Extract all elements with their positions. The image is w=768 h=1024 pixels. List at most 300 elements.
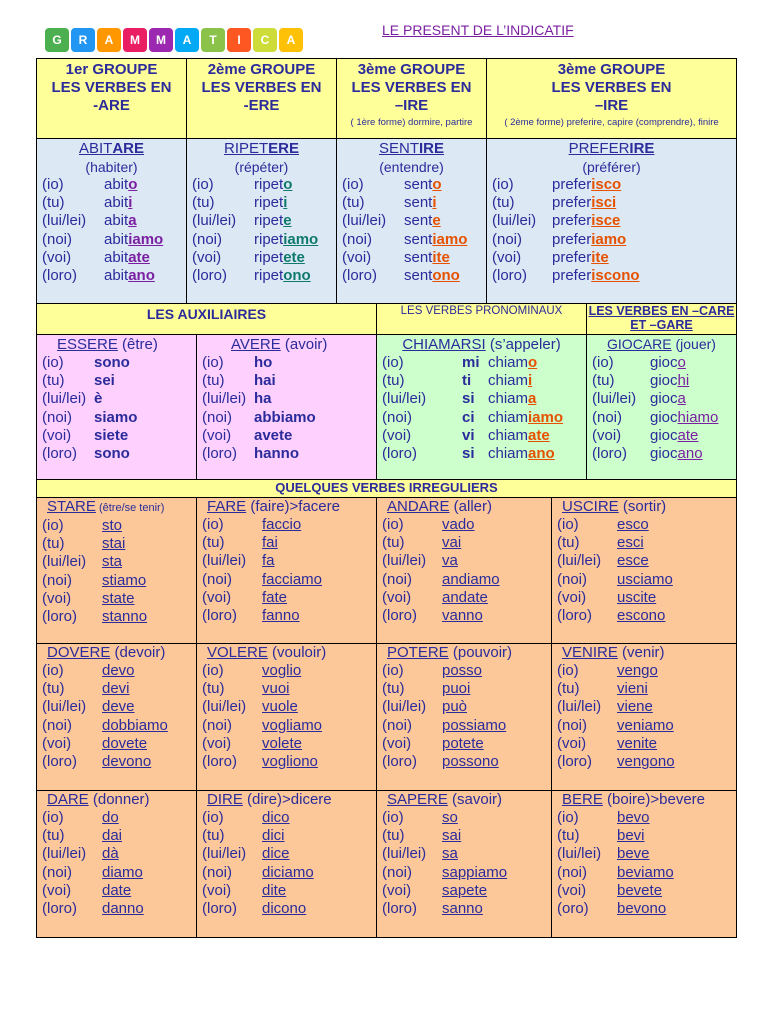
pronoun: (loro) bbox=[42, 267, 78, 285]
irregular-infinitive bbox=[552, 644, 736, 662]
translation: (savoir) bbox=[447, 791, 503, 808]
conjugation-row bbox=[202, 571, 376, 589]
infinitive-stem: SENT bbox=[378, 140, 419, 157]
conjugation-row bbox=[492, 194, 736, 212]
pronoun: (loro) bbox=[202, 753, 238, 771]
pronoun: (loro) bbox=[557, 607, 593, 625]
infinitive: CHIAMARSI bbox=[402, 336, 486, 353]
infinitive-ending: ERE bbox=[268, 140, 300, 157]
conjugation-rows bbox=[337, 176, 486, 285]
infinitive: VENIRE bbox=[562, 644, 618, 661]
pronoun: (voi) bbox=[192, 248, 222, 266]
conjugation-row bbox=[192, 194, 336, 212]
conjugation-row bbox=[202, 534, 376, 552]
pronoun: (noi) bbox=[557, 716, 588, 734]
pronoun: (lui/lei) bbox=[557, 845, 602, 863]
translation: (donner) bbox=[88, 791, 150, 808]
verb-form: fai bbox=[262, 534, 278, 552]
pronoun: (voi) bbox=[202, 588, 232, 606]
form-ending: isci bbox=[591, 194, 617, 212]
conjugation-row bbox=[192, 231, 336, 249]
conjugation-row bbox=[557, 589, 736, 607]
form-ending: i bbox=[283, 194, 288, 212]
infinitive: GIOCARE bbox=[607, 336, 672, 352]
care-infinitive bbox=[587, 335, 736, 354]
pronoun: (voi) bbox=[382, 881, 412, 899]
conjugation-row bbox=[382, 390, 586, 408]
conjugation-row bbox=[192, 267, 336, 285]
conjugation-row bbox=[42, 390, 196, 408]
conjugation-row bbox=[382, 589, 551, 607]
pronoun: (loro) bbox=[592, 445, 628, 463]
group-2-title: 2ème GROUPE bbox=[207, 61, 316, 78]
verb-form: do bbox=[102, 809, 119, 826]
verb-form: bevo bbox=[617, 809, 650, 826]
verb-form: date bbox=[102, 881, 132, 899]
pronoun: (tu) bbox=[557, 827, 580, 845]
care-giocare bbox=[586, 334, 737, 480]
verb-form: devi bbox=[102, 680, 130, 698]
verb-form bbox=[254, 231, 318, 249]
verb-form: vanno bbox=[442, 607, 483, 625]
verb-form bbox=[104, 176, 137, 194]
form-ending: hi bbox=[677, 372, 690, 390]
conjugation-row bbox=[382, 372, 586, 390]
pronoun: (lui/lei) bbox=[202, 390, 247, 408]
form-stem: sent bbox=[404, 212, 433, 230]
verb-form: uscite bbox=[617, 588, 657, 606]
conjugation-row bbox=[342, 176, 486, 194]
pronoun: (loro) bbox=[382, 900, 418, 918]
translation: (sortir) bbox=[618, 498, 667, 515]
form-stem: abit bbox=[104, 267, 129, 285]
regular-verb-abitare bbox=[36, 138, 187, 304]
form-ending: hiamo bbox=[677, 408, 719, 426]
verb-form: andate bbox=[442, 588, 488, 606]
conjugation-row bbox=[492, 212, 736, 230]
verb-form: hanno bbox=[254, 445, 299, 463]
pronoun: (voi) bbox=[202, 734, 232, 752]
verb-form: ha bbox=[254, 390, 272, 408]
infinitive-stem: RIPET bbox=[223, 140, 269, 157]
conjugation-row bbox=[382, 900, 551, 918]
irregular-verb-potere bbox=[376, 643, 552, 791]
verb-form bbox=[488, 409, 563, 427]
pronoun: (io) bbox=[42, 176, 64, 193]
verb-form: esco bbox=[617, 516, 649, 533]
verb-form: siamo bbox=[94, 408, 138, 426]
irregular-verb-sapere bbox=[376, 790, 552, 938]
conjugation-row bbox=[42, 176, 186, 194]
reflexive-pronoun: ci bbox=[462, 408, 475, 426]
verb-form bbox=[552, 267, 640, 285]
conjugation-row bbox=[202, 827, 376, 845]
infinitive-stem: ABIT bbox=[78, 140, 113, 157]
pronoun: (io) bbox=[202, 354, 224, 371]
conjugation-row bbox=[592, 390, 736, 408]
form-stem: chiam bbox=[488, 445, 529, 463]
verb-form: sa bbox=[442, 845, 458, 863]
conjugation-row bbox=[557, 571, 736, 589]
pronoun: (noi) bbox=[382, 716, 413, 734]
conjugation-row bbox=[42, 900, 196, 918]
pronoun: (noi) bbox=[202, 863, 233, 881]
verb-form: sapete bbox=[442, 881, 488, 899]
conjugation-row bbox=[557, 680, 736, 698]
group-4-note: ( 2ème forme) preferire, capire (comprendre), finire bbox=[504, 117, 719, 128]
verb-form bbox=[552, 231, 626, 249]
pronoun: (loro) bbox=[192, 267, 228, 285]
conjugation-row bbox=[342, 194, 486, 212]
conjugation-row bbox=[42, 608, 196, 626]
conjugation-row bbox=[42, 590, 196, 608]
pronoun: (tu) bbox=[382, 827, 405, 845]
irregular-verb-dovere bbox=[36, 643, 197, 791]
conjugation-row bbox=[382, 864, 551, 882]
regular-verb-preferire bbox=[486, 138, 737, 304]
conjugation-row bbox=[382, 735, 551, 753]
form-stem: prefer bbox=[552, 212, 592, 230]
pronoun: (io) bbox=[592, 354, 614, 371]
logo-letter: C bbox=[253, 28, 277, 52]
form-ending: o bbox=[528, 354, 538, 371]
conjugation-row bbox=[382, 571, 551, 589]
form-ending: ano bbox=[528, 445, 555, 463]
conjugation-row bbox=[202, 845, 376, 863]
pronoun: (voi) bbox=[592, 426, 622, 444]
verb-form: volete bbox=[262, 734, 303, 752]
verb-form: state bbox=[102, 589, 135, 607]
conjugation-row bbox=[42, 827, 196, 845]
verb-form bbox=[552, 249, 609, 267]
verb-form bbox=[650, 409, 718, 427]
translation: (dire)>dicere bbox=[242, 791, 332, 808]
conjugation-row bbox=[592, 372, 736, 390]
pronoun: (lui/lei) bbox=[557, 698, 602, 716]
pronoun: (loro) bbox=[382, 607, 418, 625]
group-header-1 bbox=[36, 58, 187, 139]
infinitive: BERE bbox=[562, 791, 603, 808]
irregular-infinitive bbox=[197, 644, 376, 662]
verb-form: viene bbox=[617, 698, 653, 716]
form-stem: chiam bbox=[488, 390, 529, 408]
form-stem: abit bbox=[104, 230, 129, 248]
form-ending: ono bbox=[283, 267, 311, 285]
verb-form: sto bbox=[102, 517, 123, 534]
infinitive: STARE bbox=[47, 498, 96, 515]
form-stem: ripet bbox=[254, 230, 284, 248]
pronoun: (noi) bbox=[42, 230, 73, 248]
verb-form: vai bbox=[442, 534, 462, 552]
form-ending: isco bbox=[591, 176, 622, 193]
pronoun: (lui/lei) bbox=[382, 552, 427, 570]
group-1-title: 1er GROUPE bbox=[65, 61, 158, 78]
verb-form bbox=[552, 176, 621, 194]
pronoun: (lui/lei) bbox=[202, 845, 247, 863]
pronoun: (voi) bbox=[382, 734, 412, 752]
pronoun: (voi) bbox=[557, 881, 587, 899]
form-ending: i bbox=[528, 372, 533, 390]
form-ending: ate bbox=[128, 248, 150, 266]
verb-form bbox=[488, 427, 550, 445]
conjugation-row bbox=[42, 535, 196, 553]
verb-form: abbiamo bbox=[254, 408, 316, 426]
conjugation-row bbox=[382, 882, 551, 900]
pronoun: (io) bbox=[382, 516, 404, 533]
logo-letter: T bbox=[201, 28, 225, 52]
pronoun: (tu) bbox=[382, 534, 405, 552]
verb-form bbox=[104, 249, 150, 267]
group-4-title: 3ème GROUPE bbox=[557, 61, 666, 78]
form-ending: e bbox=[432, 212, 441, 230]
pronoun: (io) bbox=[42, 662, 64, 679]
pronoun: (io) bbox=[557, 516, 579, 533]
infinitive-ending: IRE bbox=[629, 140, 655, 157]
verb-form bbox=[552, 212, 620, 230]
conjugation-rows bbox=[197, 354, 376, 463]
irregular-verb-stare bbox=[36, 497, 197, 644]
pronoun: (noi) bbox=[492, 230, 523, 248]
verb-form: vado bbox=[442, 516, 475, 533]
pronoun: (noi) bbox=[42, 571, 73, 589]
verb-form: stiamo bbox=[102, 571, 147, 589]
pronoun: (tu) bbox=[42, 194, 65, 212]
pronoun: (noi) bbox=[382, 408, 413, 426]
form-ending: ono bbox=[432, 267, 460, 285]
pronoun: (noi) bbox=[192, 230, 223, 248]
verb-form bbox=[104, 194, 132, 212]
conjugation-row bbox=[202, 662, 376, 680]
conjugation-row bbox=[42, 882, 196, 900]
conjugation-rows bbox=[197, 809, 376, 918]
verb-form bbox=[650, 372, 689, 390]
irregular-verb-volere bbox=[196, 643, 377, 791]
form-ending: o bbox=[677, 354, 686, 371]
form-stem: sent bbox=[404, 267, 433, 285]
verb-form bbox=[254, 267, 311, 285]
verb-form: diciamo bbox=[262, 863, 314, 881]
infinitive-ending: IRE bbox=[419, 140, 445, 157]
infinitive: DARE bbox=[47, 791, 89, 808]
pronoun: (loro) bbox=[202, 607, 238, 625]
logo-letter: G bbox=[45, 28, 69, 52]
conjugation-row bbox=[382, 409, 586, 427]
pronoun: (tu) bbox=[202, 372, 225, 390]
infinitive-stem: PREFER bbox=[568, 140, 630, 157]
pronoun: (noi) bbox=[557, 570, 588, 588]
reflexive-pronoun: si bbox=[462, 445, 475, 463]
verb-form: dai bbox=[102, 827, 123, 845]
verb-form: vieni bbox=[617, 680, 648, 698]
pronoun: (io) bbox=[557, 662, 579, 679]
pronoun: (loro) bbox=[42, 608, 78, 626]
pronoun: (tu) bbox=[557, 534, 580, 552]
pronoun: (noi) bbox=[202, 716, 233, 734]
infinitive: POTERE bbox=[387, 644, 449, 661]
conjugation-row bbox=[557, 864, 736, 882]
pronoun: (voi) bbox=[382, 588, 412, 606]
conjugation-row bbox=[202, 409, 376, 427]
verb-form: ho bbox=[254, 354, 273, 371]
verb-form: beve bbox=[617, 845, 650, 863]
conjugation-row bbox=[557, 717, 736, 735]
conjugation-row bbox=[42, 572, 196, 590]
conjugation-row bbox=[202, 516, 376, 534]
pronoun: (io) bbox=[557, 809, 579, 826]
verb-form: avete bbox=[254, 426, 293, 444]
conjugation-row bbox=[42, 717, 196, 735]
pronominal-infinitive bbox=[377, 335, 586, 354]
conjugation-row bbox=[42, 698, 196, 716]
form-stem: gioc bbox=[650, 372, 678, 390]
care-gare-title: LES VERBES EN –CARE ET –GARE bbox=[588, 304, 735, 332]
conjugation-rows bbox=[552, 662, 736, 771]
form-stem: chiam bbox=[488, 354, 529, 371]
translation: (devoir) bbox=[110, 644, 166, 661]
verb-form: dico bbox=[262, 809, 290, 826]
pronoun: (noi) bbox=[382, 863, 413, 881]
pronoun: (io) bbox=[42, 354, 64, 371]
verb-infinitive bbox=[487, 139, 736, 158]
conjugation-row bbox=[342, 267, 486, 285]
infinitive: AVERE bbox=[231, 336, 281, 353]
form-ending: iamo bbox=[283, 230, 319, 248]
conjugation-row bbox=[557, 900, 736, 918]
verb-form: faccio bbox=[262, 516, 302, 533]
conjugation-row bbox=[192, 249, 336, 267]
conjugation-row bbox=[557, 753, 736, 771]
conjugation-row bbox=[202, 552, 376, 570]
conjugation-row bbox=[592, 445, 736, 463]
form-stem: sent bbox=[404, 248, 433, 266]
verb-form: esce bbox=[617, 552, 649, 570]
conjugation-rows bbox=[37, 176, 186, 285]
grammatica-logo bbox=[45, 28, 303, 52]
conjugation-row bbox=[557, 534, 736, 552]
verb-infinitive bbox=[187, 139, 336, 158]
conjugation-row bbox=[382, 354, 586, 372]
pronoun: (tu) bbox=[382, 372, 405, 390]
irregular-header bbox=[36, 479, 737, 498]
conjugation-row bbox=[557, 827, 736, 845]
irregular-verb-venire bbox=[551, 643, 737, 791]
pronoun: (lui/lei) bbox=[42, 553, 87, 571]
verb-form: fanno bbox=[262, 607, 300, 625]
conjugation-row bbox=[202, 680, 376, 698]
form-ending: ite bbox=[432, 248, 450, 266]
pronoun: (tu) bbox=[192, 194, 215, 212]
verb-form bbox=[254, 249, 305, 267]
verb-form bbox=[104, 212, 137, 230]
conjugation-row bbox=[382, 698, 551, 716]
conjugation-row bbox=[382, 680, 551, 698]
verb-form: devono bbox=[102, 753, 152, 771]
conjugation-row bbox=[342, 231, 486, 249]
form-stem: sent bbox=[404, 230, 433, 248]
verb-form: fa bbox=[262, 552, 275, 570]
logo-letter: A bbox=[175, 28, 199, 52]
verb-form: sono bbox=[94, 445, 130, 463]
verb-form bbox=[404, 194, 437, 212]
pronoun: (io) bbox=[382, 662, 404, 679]
aux-avere bbox=[196, 334, 377, 480]
pronoun: (voi) bbox=[42, 881, 72, 899]
aux-infinitive bbox=[37, 335, 196, 354]
pronoun: (tu) bbox=[42, 535, 65, 553]
verb-form: deve bbox=[102, 698, 135, 716]
conjugation-rows bbox=[197, 516, 376, 625]
pronoun: (io) bbox=[342, 176, 364, 193]
aux-infinitive bbox=[197, 335, 376, 354]
irregular-verb-bere bbox=[551, 790, 737, 938]
irregular-verb-dire bbox=[196, 790, 377, 938]
reflexive-pronoun: mi bbox=[462, 354, 480, 371]
verb-form: puoi bbox=[442, 680, 471, 698]
verb-form bbox=[650, 390, 686, 408]
conjugation-row bbox=[557, 809, 736, 827]
form-ending: isce bbox=[591, 212, 621, 230]
pronoun: (io) bbox=[202, 662, 224, 679]
conjugation-rows bbox=[377, 662, 551, 771]
conjugation-row bbox=[42, 864, 196, 882]
conjugation-row bbox=[557, 607, 736, 625]
pronoun: (lui/lei) bbox=[382, 845, 427, 863]
form-ending: i bbox=[432, 194, 437, 212]
verb-form bbox=[104, 231, 163, 249]
conjugation-row bbox=[382, 445, 586, 463]
auxiliaries-header bbox=[36, 303, 377, 335]
verb-form: sai bbox=[442, 827, 462, 845]
pronoun: (tu) bbox=[202, 534, 225, 552]
conjugation-row bbox=[202, 427, 376, 445]
conjugation-row bbox=[202, 717, 376, 735]
form-ending: ate bbox=[677, 426, 699, 444]
conjugation-row bbox=[42, 517, 196, 535]
pronoun: (lui/lei) bbox=[557, 552, 602, 570]
conjugation-row bbox=[202, 753, 376, 771]
verb-form bbox=[650, 445, 703, 463]
irregular-infinitive bbox=[197, 498, 376, 516]
pronoun: (loro) bbox=[492, 267, 528, 285]
translation: (aller) bbox=[449, 498, 493, 515]
conjugation-rows bbox=[37, 662, 196, 771]
pronoun: (voi) bbox=[202, 426, 232, 444]
form-ending: i bbox=[128, 194, 133, 212]
pronoun: (tu) bbox=[42, 827, 65, 845]
conjugation-row bbox=[557, 735, 736, 753]
verb-form bbox=[254, 194, 287, 212]
form-stem: ripet bbox=[254, 176, 284, 193]
verb-form bbox=[650, 354, 686, 372]
conjugation-row bbox=[42, 194, 186, 212]
form-ending: iamo bbox=[528, 408, 564, 426]
pronoun: (voi) bbox=[342, 248, 372, 266]
verb-translation: (préférer) bbox=[582, 159, 641, 175]
pronoun: (loro) bbox=[557, 753, 593, 771]
form-ending: a bbox=[128, 212, 137, 230]
verb-infinitive bbox=[337, 139, 486, 158]
pronoun: (noi) bbox=[42, 863, 73, 881]
conjugation-rows bbox=[187, 176, 336, 285]
verb-form: vuoi bbox=[262, 680, 290, 698]
verb-form: vengo bbox=[617, 662, 658, 679]
pronoun: (tu) bbox=[592, 372, 615, 390]
verb-translation: (répéter) bbox=[234, 159, 289, 175]
verb-form: stai bbox=[102, 535, 126, 553]
conjugation-row bbox=[202, 882, 376, 900]
pronoun: (io) bbox=[192, 176, 214, 193]
group-2-subtitle: LES VERBES EN bbox=[201, 79, 322, 96]
